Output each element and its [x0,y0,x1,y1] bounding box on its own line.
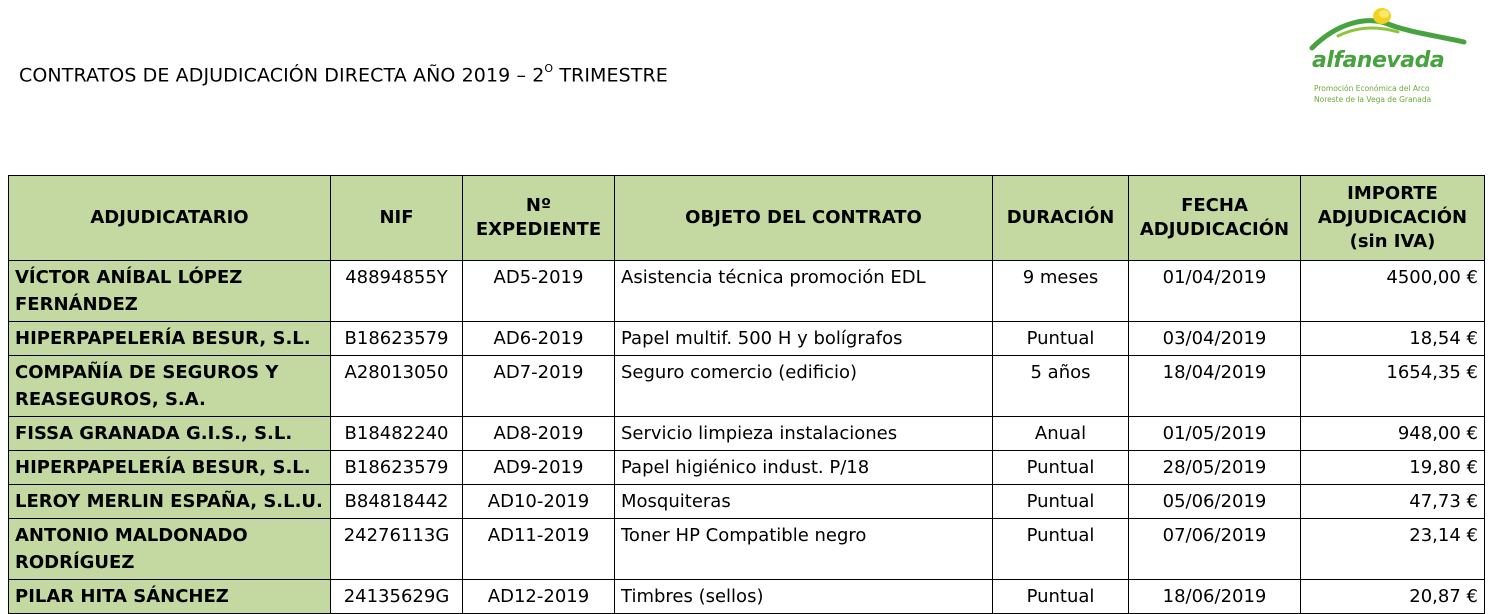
col-header-importe-line3: (sin IVA) [1349,231,1436,252]
cell-duracion: Puntual [993,580,1129,614]
cell-duracion: Anual [993,417,1129,451]
cell-fecha: 18/06/2019 [1129,580,1301,614]
cell-adjudicatario: HIPERPAPELERÍA BESUR, S.L. [9,322,331,356]
cell-adjudicatario: FISSA GRANADA G.I.S., S.L. [9,417,331,451]
cell-expediente: AD11-2019 [463,519,615,580]
cell-fecha: 03/04/2019 [1129,322,1301,356]
logo-brand-text: alfanevada [1312,48,1445,73]
cell-duracion: Puntual [993,519,1129,580]
cell-nif: 24276113G [331,519,463,580]
cell-objeto: Papel multif. 500 H y bolígrafos [615,322,993,356]
adjudicatario-line2: FERNÁNDEZ [15,294,138,315]
table-row [9,261,1485,322]
cell-adjudicatario [9,356,331,417]
cell-nif: B18623579 [331,322,463,356]
cell-expediente: AD6-2019 [463,322,615,356]
cell-fecha: 01/05/2019 [1129,417,1301,451]
cell-objeto: Asistencia técnica promoción EDL [615,261,993,322]
adjudicatario-line2: REASEGUROS, S.A. [15,389,206,410]
table-header-row [9,176,1485,261]
table-row [9,451,1485,485]
cell-expediente: AD12-2019 [463,580,615,614]
cell-nif: 48894855Y [331,261,463,322]
cell-importe: 20,87 € [1301,580,1485,614]
cell-duracion: 5 años [993,356,1129,417]
alfanevada-logo [1308,2,1468,110]
cell-duracion: Puntual [993,322,1129,356]
col-header-fecha-line1: FECHA [1181,195,1248,216]
cell-objeto: Toner HP Compatible negro [615,519,993,580]
cell-adjudicatario: LEROY MERLIN ESPAÑA, S.L.U. [9,485,331,519]
cell-importe: 4500,00 € [1301,261,1485,322]
cell-expediente: AD7-2019 [463,356,615,417]
adjudicatario-line2: RODRÍGUEZ [15,552,135,573]
cell-nif: B18623579 [331,451,463,485]
col-header-expediente [463,176,615,261]
cell-fecha: 01/04/2019 [1129,261,1301,322]
cell-objeto: Mosquiteras [615,485,993,519]
cell-expediente: AD10-2019 [463,485,615,519]
cell-adjudicatario [9,261,331,322]
col-header-duracion: DURACIÓN [993,176,1129,261]
contracts-table [8,175,1485,614]
cell-duracion: 9 meses [993,261,1129,322]
col-header-fecha-line2: ADJUDICACIÓN [1139,219,1290,240]
logo-tagline-1: Promoción Económica del Arco [1314,84,1430,93]
col-header-importe-line2: ADJUDICACIÓN [1317,207,1468,228]
cell-nif: B84818442 [331,485,463,519]
cell-adjudicatario: HIPERPAPELERÍA BESUR, S.L. [9,451,331,485]
mountain-sun-icon [1308,2,1468,52]
cell-fecha: 18/04/2019 [1129,356,1301,417]
table-row [9,417,1485,451]
page-title-superscript: O [544,62,554,75]
adjudicatario-line1: ANTONIO MALDONADO [15,525,248,546]
cell-objeto: Seguro comercio (edificio) [615,356,993,417]
cell-fecha: 05/06/2019 [1129,485,1301,519]
col-header-expediente-line2: EXPEDIENTE [475,219,602,240]
logo-tagline-2: Noreste de la Vega de Granada [1314,95,1432,104]
cell-objeto: Servicio limpieza instalaciones [615,417,993,451]
page-title-main: CONTRATOS DE ADJUDICACIÓN DIRECTA AÑO 2019 – 2 [19,64,545,87]
cell-objeto: Papel higiénico indust. P/18 [615,451,993,485]
col-header-importe [1301,176,1485,261]
cell-duracion: Puntual [993,451,1129,485]
cell-expediente: AD9-2019 [463,451,615,485]
cell-importe: 948,00 € [1301,417,1485,451]
cell-importe: 18,54 € [1301,322,1485,356]
table-row [9,580,1485,614]
table-row [9,322,1485,356]
table-row [9,485,1485,519]
cell-nif: B18482240 [331,417,463,451]
cell-fecha: 28/05/2019 [1129,451,1301,485]
cell-adjudicatario: PILAR HITA SÁNCHEZ [9,580,331,614]
cell-duracion: Puntual [993,485,1129,519]
page-title [19,64,668,86]
adjudicatario-line1: VÍCTOR ANÍBAL LÓPEZ [15,267,243,288]
cell-importe: 23,14 € [1301,519,1485,580]
col-header-fecha [1129,176,1301,261]
cell-adjudicatario [9,519,331,580]
cell-nif: A28013050 [331,356,463,417]
col-header-expediente-line1: Nº [525,195,552,216]
col-header-importe-line1: IMPORTE [1347,183,1438,204]
col-header-objeto: OBJETO DEL CONTRATO [615,176,993,261]
adjudicatario-line1: COMPAÑÍA DE SEGUROS Y [15,362,279,383]
table-row [9,519,1485,580]
page-title-end: TRIMESTRE [553,64,668,87]
col-header-adjudicatario: ADJUDICATARIO [9,176,331,261]
cell-expediente: AD5-2019 [463,261,615,322]
cell-objeto: Timbres (sellos) [615,580,993,614]
cell-importe: 1654,35 € [1301,356,1485,417]
cell-importe: 47,73 € [1301,485,1485,519]
cell-expediente: AD8-2019 [463,417,615,451]
col-header-nif: NIF [331,176,463,261]
cell-fecha: 07/06/2019 [1129,519,1301,580]
cell-nif: 24135629G [331,580,463,614]
cell-importe: 19,80 € [1301,451,1485,485]
table-row [9,356,1485,417]
